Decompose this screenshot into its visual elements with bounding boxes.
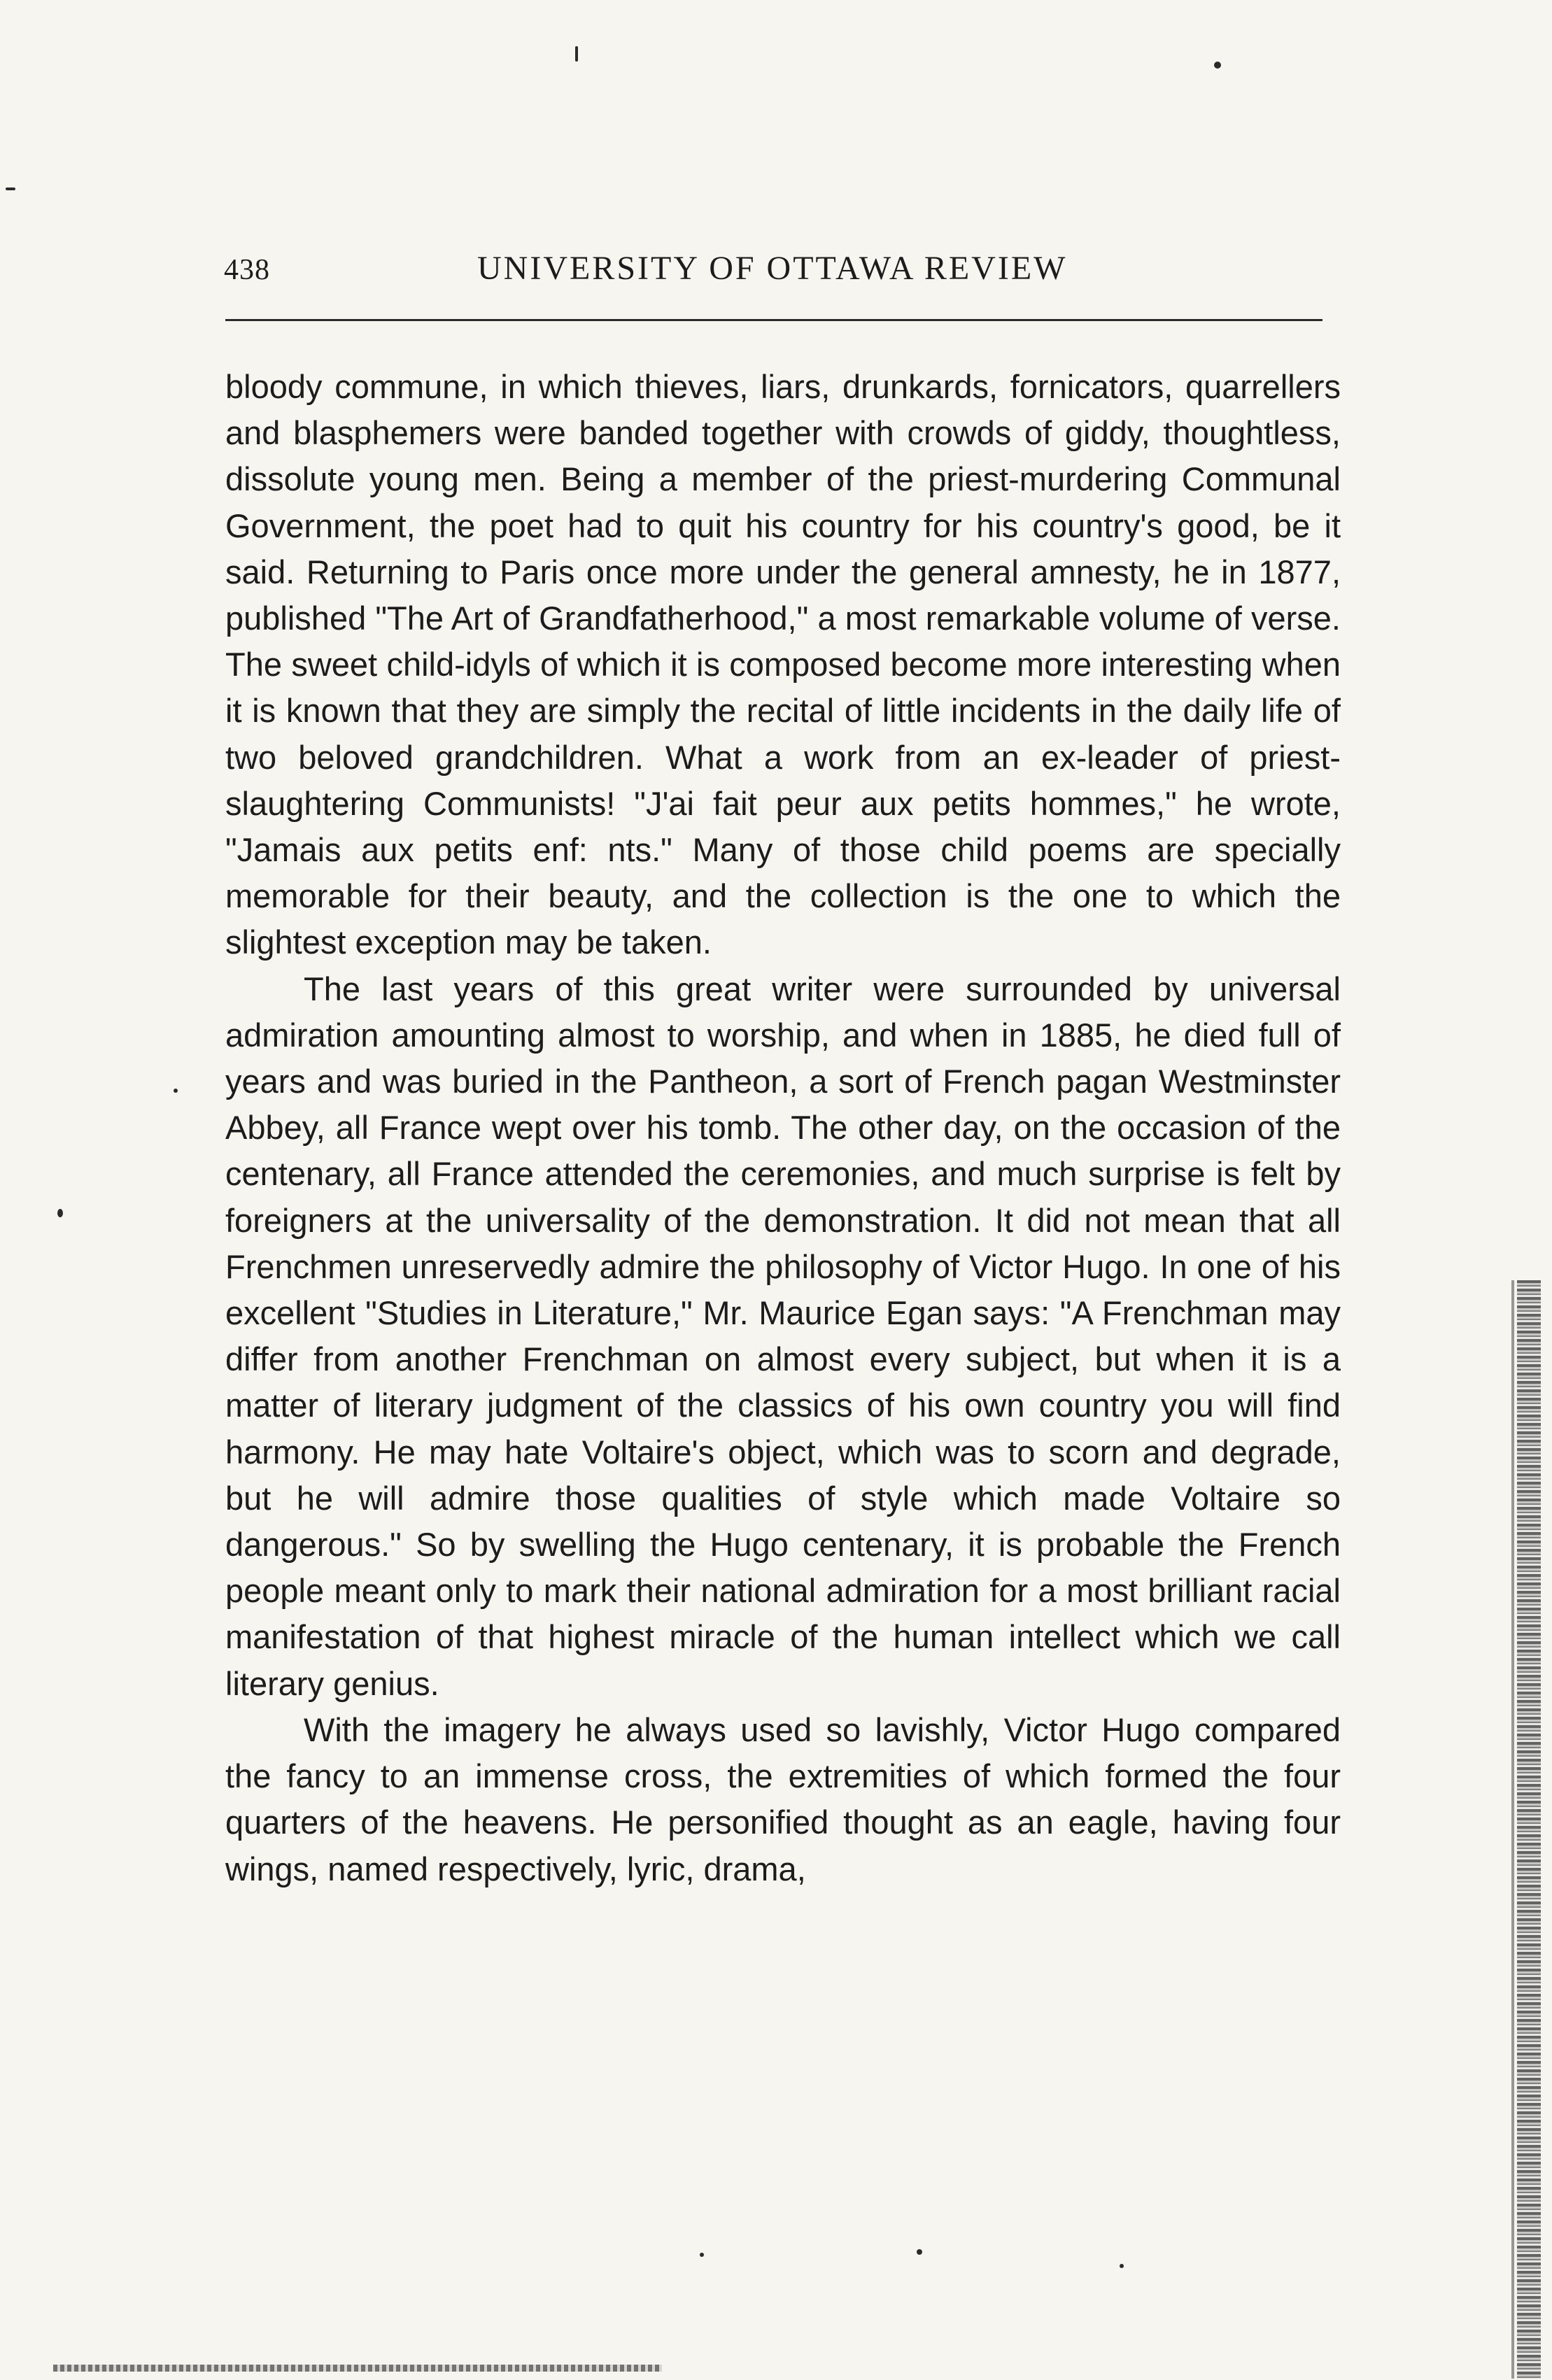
scan-speck: [6, 187, 15, 190]
scan-speck: [174, 1089, 178, 1093]
scan-speck: [917, 2249, 922, 2255]
running-head: [224, 249, 1322, 298]
paragraph-2: The last years of this great writer were surrounded by universal admiration amounting almost to worship, and when in 1885, he died full of years and was buried in the Pantheon, a sort of French pagan Westminster Abbey, all France wept over his tomb. The other day, on the occasion of the centenary, all France attended the ceremonies, and much surprise is felt by foreigners at the universality of the demonstration. It did not mean that all Frenchmen unreservedly admire the philosophy of Victor Hugo. In one of his excellent "Studies in Literature," Mr. Maurice Egan says: "A Frenchman may differ from another Frenchman on almost every subject, but when it is a matter of literary judgment of the classics of his own country you will find harmony. He may hate Voltaire's object, which was to scorn and degrade, but he will admire those qualities of style which made Voltaire so dangerous." So by swelling the Hugo centenary, it is probable the French people meant only to mark their national admiration for a most brilliant racial manifestation of that highest miracle of the human intellect which we call literary genius.: [225, 970, 1341, 1702]
paragraph-3: With the imagery he always used so lavishly, Victor Hugo compared the fancy to an immense cross, the extremities of which formed the four quarters of the heavens. He personified thought as an eagle, having four wings, named respectively, lyric, drama,: [225, 1710, 1341, 1887]
paragraph-1: bloody commune, in which thieves, liars, drunkards, fornicators, quarrellers and blasphemers were banded together with crowds of giddy, thoughtless, dissolute young men. Being a member of the priest-murdering Communal Government, the poet had to quit his country for his country's good, be it said. Returning to Paris once more under the general amnesty, he in 1877, published "The Art of Grandfatherhood," a most remarkable volume of verse. The sweet child-idyls of which it is composed become more interesting when it is known that they are simply the recital of little incidents in the daily life of two beloved grandchildren. What a work from an ex-leader of priest-slaughtering Communists! "J'ai fait peur aux petits hommes," he wrote, "Jamais aux petits enf: nts." Many of those child poems are specially memorable for their beauty, and the collection is the one to which the slightest exception may be taken.: [225, 368, 1341, 961]
scan-speck: [700, 2253, 704, 2257]
scan-bottom-artifact: [53, 2365, 662, 2372]
scan-speck: [575, 46, 578, 62]
page-number: 438: [224, 254, 270, 286]
scan-edge-shadow: [1517, 1280, 1541, 2379]
article-body: [225, 364, 1341, 2155]
journal-title: UNIVERSITY OF OTTAWA REVIEW: [477, 250, 1068, 287]
scan-speck: [57, 1209, 63, 1217]
scan-speck: [1214, 62, 1221, 69]
scan-speck: [1120, 2264, 1124, 2268]
header-rule: [225, 319, 1322, 321]
